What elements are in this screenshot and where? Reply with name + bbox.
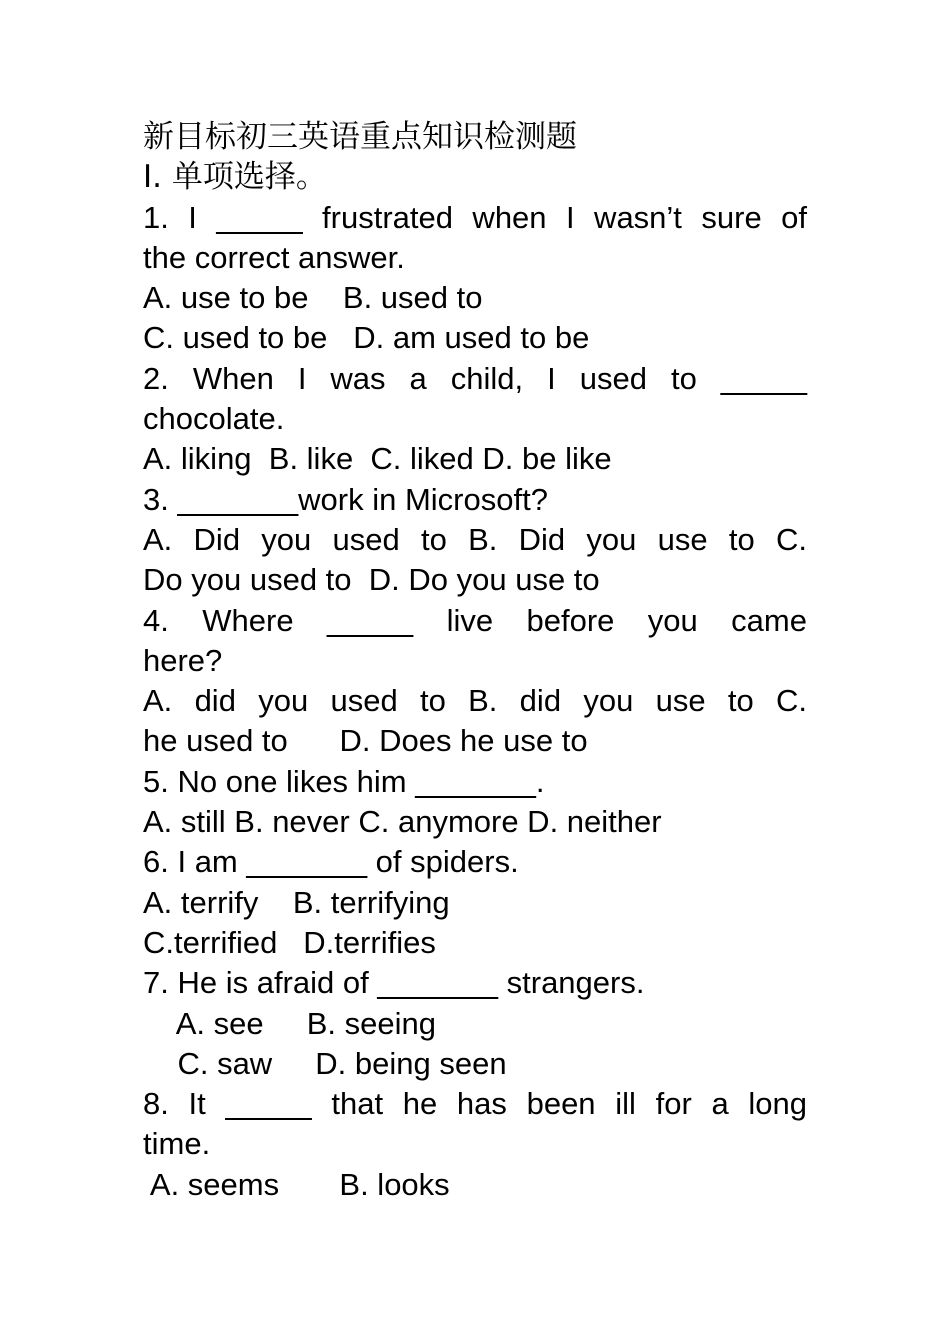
text-line: 4. Where _____ live before you came xyxy=(143,602,807,638)
section-heading: I. 单项选择。 xyxy=(143,159,327,196)
text-line: A. seems B. looks xyxy=(143,1166,450,1202)
text-line: A. terrify B. terrifying xyxy=(143,884,450,920)
text-line: 5. No one likes him _______. xyxy=(143,763,545,799)
text-line: A. did you used to B. did you use to C. xyxy=(143,683,807,719)
document-title: 新目标初三英语重点知识检测题 xyxy=(143,119,577,155)
text-line: C.terrified D.terrifies xyxy=(143,924,436,960)
text-line: 2. When I was a child, I used to _____ xyxy=(143,360,807,396)
text-line: C. used to be D. am used to be xyxy=(143,320,590,356)
text-line: A. Did you used to B. Did you use to C. xyxy=(143,521,807,557)
text-line: A. use to be B. used to xyxy=(143,280,483,316)
text-line: here? xyxy=(143,642,223,678)
text-line: A. see B. seeing xyxy=(143,1005,436,1041)
text-line: 3. _______work in Microsoft? xyxy=(143,481,548,517)
text-line: Do you used to D. Do you use to xyxy=(143,562,600,598)
text-line: he used to D. Does he use to xyxy=(143,723,588,759)
text-line: 6. I am _______ of spiders. xyxy=(143,844,519,880)
question-list xyxy=(143,198,807,1205)
text-line: C. saw D. being seen xyxy=(143,1045,507,1081)
text-line: time. xyxy=(143,1126,211,1162)
text-line: A. still B. never C. anymore D. neither xyxy=(143,804,662,840)
text-line: 8. It _____ that he has been ill for a long xyxy=(143,1086,807,1122)
document-page xyxy=(143,117,807,1205)
text-line: 1. I _____ frustrated when I wasn’t sure of xyxy=(143,199,807,235)
text-line: 7. He is afraid of _______ strangers. xyxy=(143,965,645,1001)
text-line: the correct answer. xyxy=(143,239,405,275)
text-line: chocolate. xyxy=(143,401,285,437)
text-line: A. liking B. like C. liked D. be like xyxy=(143,441,612,477)
